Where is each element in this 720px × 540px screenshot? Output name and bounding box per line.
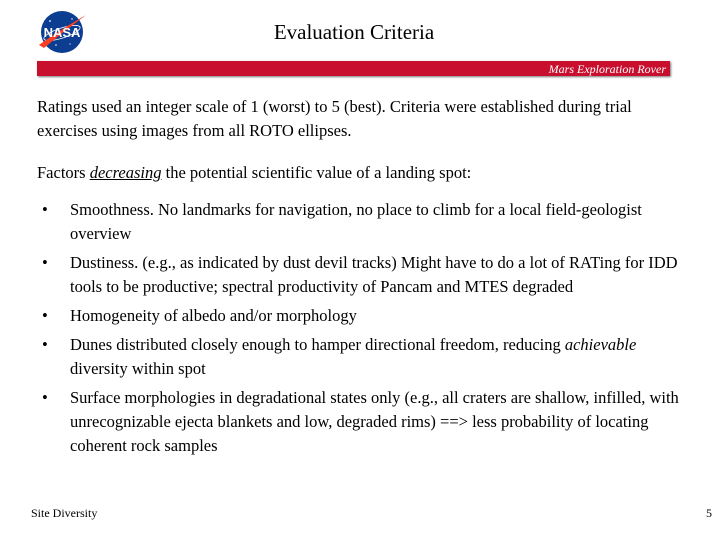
bullet-emphasis: achievable (564, 335, 637, 354)
bullet-text-before: Dunes distributed closely enough to hamper directional freedom, reducing (70, 335, 565, 354)
bullet-text-after: diversity within spot (70, 359, 206, 378)
criteria-list (37, 198, 687, 463)
list-item (37, 333, 687, 381)
page-number: 5 (706, 506, 712, 520)
list-item (37, 251, 687, 299)
factors-text-after: the potential scientific value of a landing spot: (161, 163, 472, 182)
bullet-text: Surface morphologies in degradational states only (e.g., all craters are shallow, infilled, with unrecognizable ejecta blankets and low, degraded rims) ==> less probability of locating coherent rock samples (70, 388, 679, 455)
list-item (37, 386, 687, 458)
factors-emphasis: decreasing (89, 163, 162, 182)
banner-text: Mars Exploration Rover (548, 62, 666, 76)
bullet-text: Dustiness. (e.g., as indicated by dust devil tracks) Might have to do a lot of RATing for IDD tools to be productive; spectral productivity of Pancam and MTES degraded (70, 253, 678, 296)
list-item (37, 198, 687, 246)
bullet-text: Smoothness. No landmarks for navigation, no place to climb for a local field-geologist overview (70, 200, 642, 243)
banner-bar (37, 61, 670, 76)
list-item (37, 304, 687, 328)
slide-title: Evaluation Criteria (273, 20, 435, 44)
bullet-text: Homogeneity of albedo and/or morphology (70, 306, 357, 325)
factors-text-before: Factors (37, 163, 90, 182)
factors-heading (37, 161, 677, 185)
intro-paragraph: Ratings used an integer scale of 1 (worst) to 5 (best). Criteria were established during trial exercises using images from all ROTO ellipses. (37, 97, 632, 140)
footer-label: Site Diversity (31, 506, 98, 520)
nasa-logo-text: NASA (43, 25, 81, 40)
